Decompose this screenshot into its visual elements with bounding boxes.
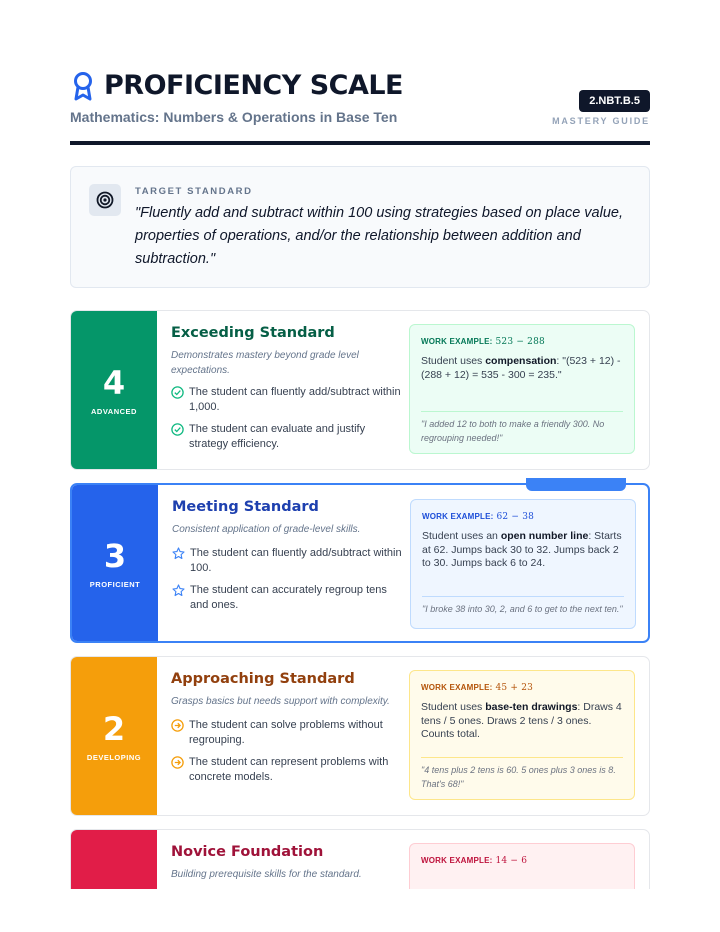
example-strategy: base-ten drawings (485, 701, 578, 713)
check-circle-icon (171, 386, 184, 399)
example-strategy: open number line (500, 530, 589, 542)
example-divider (421, 411, 623, 412)
example-strategy: compensation (485, 355, 557, 367)
example-divider (421, 757, 623, 758)
work-example-problem: 523 − 288 (495, 337, 545, 347)
level-card-meeting (70, 483, 650, 643)
criterion-text: The student can fluently add/subtract within 1,000. (189, 386, 401, 413)
page-header (70, 70, 650, 125)
standard-code-badge: 2.NBT.B.5 (579, 90, 650, 112)
work-example-label: WORK EXAMPLE: (421, 856, 493, 865)
level-content (171, 325, 401, 452)
work-example-label: WORK EXAMPLE: (421, 337, 493, 346)
example-intro: Student uses (421, 355, 486, 367)
level-card-exceeding (70, 310, 650, 470)
level-content (171, 671, 401, 785)
criterion-text: The student can fluently add/subtract within 100. (190, 547, 402, 574)
target-standard-card (70, 166, 650, 288)
work-example-label: WORK EXAMPLE: (422, 512, 494, 521)
example-detail: : Starts at 62. Jumps back 30 to 32. Jumps back 2 to 30. Jumps back 6 to 24. (422, 530, 622, 569)
work-example-header (421, 683, 623, 693)
award-ribbon-icon (70, 71, 96, 101)
highlight-ribbon (526, 478, 626, 491)
level-tag: ADVANCED (91, 406, 137, 416)
level-content (172, 499, 402, 613)
work-example-box (409, 670, 635, 800)
arrow-right-circle-icon (171, 756, 184, 769)
title-row (70, 70, 650, 101)
criterion-text: The student can evaluate and justify strategy efficiency. (189, 423, 366, 450)
work-example-text (421, 355, 623, 382)
work-example-header (421, 337, 623, 347)
level-description: Grasps basics but needs support with complexity. (171, 696, 390, 707)
header-divider (70, 141, 650, 145)
page-title: PROFICIENCY SCALE (104, 70, 403, 101)
level-badge (72, 485, 158, 641)
star-icon (172, 547, 185, 560)
level-title: Exceeding Standard (171, 325, 335, 341)
work-example-header (422, 512, 624, 522)
page-subtitle: Mathematics: Numbers & Operations in Base Ten (70, 109, 398, 125)
criterion-item (171, 755, 401, 785)
level-badge (71, 311, 157, 469)
work-example-text (421, 701, 623, 742)
work-example-text (422, 530, 624, 571)
star-icon (172, 584, 185, 597)
work-example-problem: 62 − 38 (496, 512, 535, 522)
work-example-problem: 14 − 6 (495, 856, 528, 866)
work-example-header (421, 856, 623, 866)
level-title: Approaching Standard (171, 671, 355, 687)
arrow-right-circle-icon (171, 719, 184, 732)
target-standard-quote: "Fluently add and subtract within 100 using strategies based on place value, properties of operations, and/or the relationship between addition and subtraction." (135, 205, 623, 267)
level-description: Consistent application of grade-level skills. (172, 524, 361, 535)
target-icon (89, 184, 121, 216)
level-tag: DEVELOPING (86, 752, 142, 762)
level-card-approaching (70, 656, 650, 816)
check-circle-icon (171, 423, 184, 436)
level-title: Meeting Standard (172, 499, 319, 515)
student-quote: "4 tens plus 2 tens is 60. 5 ones plus 3 ones is 8. That's 68!" (421, 765, 616, 789)
example-intro: Student uses (421, 701, 486, 713)
level-content (171, 844, 401, 882)
example-divider (422, 596, 624, 597)
student-quote: "I broke 38 into 30, 2, and 6 to get to the next ten." (422, 604, 623, 614)
target-standard-label: TARGET STANDARD (135, 186, 253, 197)
example-detail: : "(523 + 12) - (288 + 12) = 535 - 300 = 235." (421, 355, 621, 381)
criterion-item (171, 718, 401, 748)
criterion-item (172, 546, 402, 576)
criterion-text: The student can represent problems with concrete models. (189, 756, 389, 783)
level-number: 3 (103, 536, 127, 575)
criterion-item (171, 385, 401, 415)
page-bottom-mask (0, 889, 720, 932)
level-title: Novice Foundation (171, 844, 324, 860)
level-number: 4 (102, 363, 126, 402)
example-intro: Student uses an (422, 530, 501, 542)
work-example-box (409, 324, 635, 454)
mastery-guide-label: MASTERY GUIDE (552, 116, 650, 126)
work-example-label: WORK EXAMPLE: (421, 683, 493, 692)
level-description: Demonstrates mastery beyond grade level expectations. (171, 350, 359, 376)
level-badge (71, 657, 157, 815)
level-tag: PROFICIENT (89, 579, 141, 589)
work-example-problem: 45 + 23 (495, 683, 534, 693)
example-detail: : Draws 4 tens / 5 ones. Draws 2 tens / 3 ones. Counts total. (421, 701, 622, 740)
work-example-box (410, 499, 636, 629)
criterion-item (171, 422, 401, 452)
criterion-item (172, 583, 402, 613)
criterion-text: The student can solve problems without regrouping. (189, 719, 383, 746)
level-number: 2 (102, 709, 126, 748)
student-quote: "I added 12 to both to make a friendly 300. No regrouping needed!" (421, 419, 605, 443)
criterion-text: The student can accurately regroup tens and ones. (190, 584, 387, 611)
level-description: Building prerequisite skills for the standard. (171, 869, 362, 880)
